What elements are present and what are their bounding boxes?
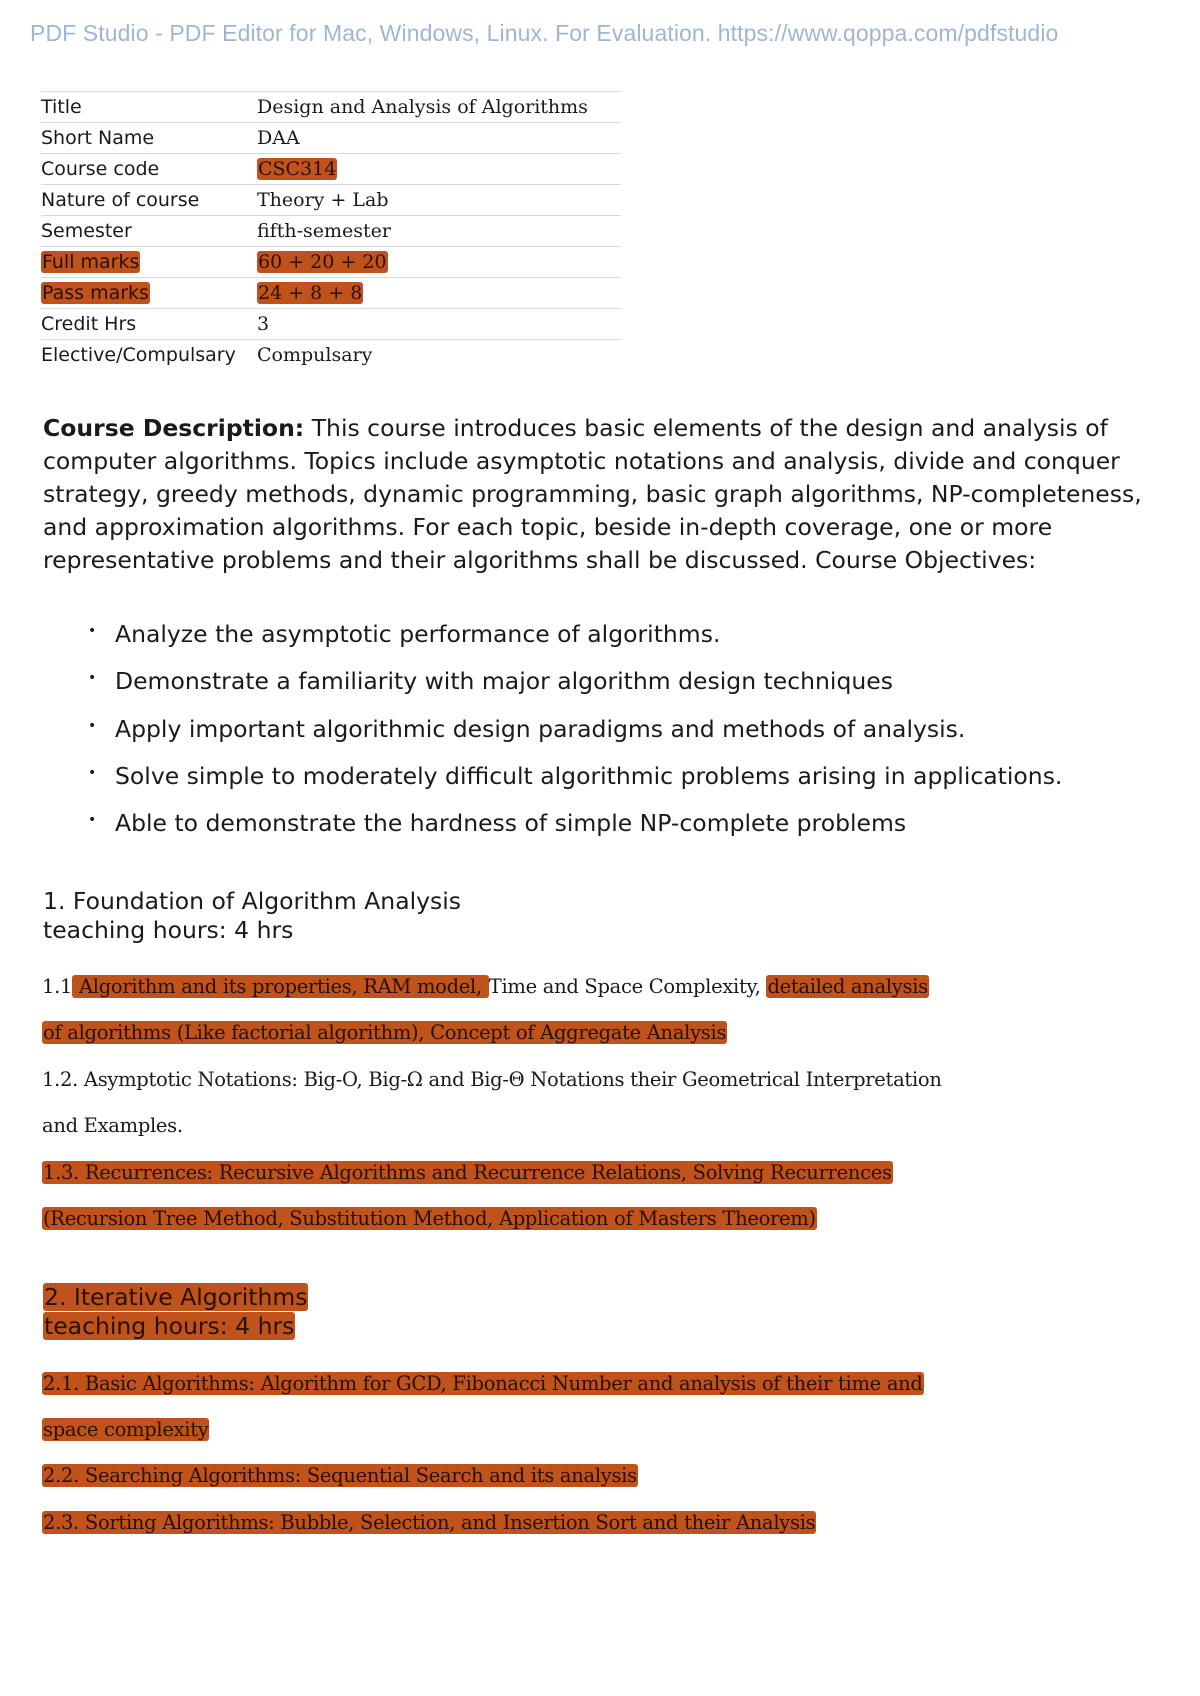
- course-info-value: fifth-semester: [257, 216, 621, 247]
- course-description: [43, 412, 1163, 577]
- list-item: [88, 809, 907, 837]
- table-row: [41, 185, 621, 216]
- unit-teaching-hours: teaching hours: 4 hrs: [43, 916, 294, 944]
- course-info-label: [41, 278, 257, 309]
- course-info-value: [257, 247, 621, 278]
- course-info-label: [41, 247, 257, 278]
- topic-line: [42, 975, 929, 998]
- highlighted-text[interactable]: Algorithm and its properties, RAM model,: [73, 975, 488, 998]
- table-row: [41, 247, 621, 278]
- unit-heading: [43, 1283, 308, 1341]
- topic-number: 1.1: [42, 975, 73, 998]
- topic-line: [42, 1372, 924, 1395]
- topic-line: [42, 1511, 816, 1534]
- bullet-icon: •: [88, 718, 97, 734]
- highlighted-text[interactable]: 1.3. Recurrences: Recursive Algorithms and Recurrence Relations, Solving Recurrences: [43, 1161, 892, 1184]
- topic-line: [42, 1021, 727, 1044]
- course-info-label: Nature of course: [41, 185, 257, 216]
- course-info-label: Title: [41, 92, 257, 123]
- list-item: [88, 667, 893, 695]
- highlighted-text[interactable]: detailed analysis: [767, 975, 928, 998]
- highlighted-text[interactable]: 60 + 20 + 20: [258, 251, 387, 273]
- list-item: [88, 762, 1063, 790]
- course-info-value: [257, 154, 621, 185]
- highlighted-text[interactable]: 2. Iterative Algorithms: [44, 1283, 308, 1311]
- highlighted-text[interactable]: Full marks: [42, 251, 140, 273]
- course-info-value: Compulsary: [257, 340, 621, 371]
- objective-text: Able to demonstrate the hardness of simple NP-complete problems: [115, 809, 907, 837]
- topic-line: and Examples.: [42, 1114, 183, 1137]
- bullet-icon: •: [88, 765, 97, 781]
- highlighted-text[interactable]: 2.3. Sorting Algorithms: Bubble, Selection, and Insertion Sort and their Analysis: [43, 1511, 816, 1534]
- topic-line: [42, 1418, 209, 1441]
- course-info-label: Short Name: [41, 123, 257, 154]
- list-item: [88, 620, 721, 648]
- table-row: [41, 92, 621, 123]
- table-row: [41, 278, 621, 309]
- table-row: [41, 154, 621, 185]
- objective-text: Demonstrate a familiarity with major algorithm design techniques: [115, 667, 893, 695]
- highlighted-text[interactable]: of algorithms (Like factorial algorithm), Concept of Aggregate Analysis: [43, 1021, 727, 1044]
- bullet-icon: •: [88, 623, 97, 639]
- bullet-icon: •: [88, 812, 97, 828]
- list-item: [88, 715, 966, 743]
- topic-line: [42, 1464, 638, 1487]
- table-row: [41, 123, 621, 154]
- highlighted-text[interactable]: 24 + 8 + 8: [258, 282, 363, 304]
- highlighted-text[interactable]: (Recursion Tree Method, Substitution Method, Application of Masters Theorem): [43, 1207, 816, 1230]
- unit-heading: [43, 887, 461, 945]
- topic-line: 1.2. Asymptotic Notations: Big-O, Big-Ω and Big-Θ Notations their Geometrical Interpretation: [42, 1068, 942, 1091]
- course-info-label: Semester: [41, 216, 257, 247]
- bullet-icon: •: [88, 670, 97, 686]
- course-info-value: Theory + Lab: [257, 185, 621, 216]
- highlighted-text[interactable]: Pass marks: [42, 282, 149, 304]
- topic-line: [42, 1161, 893, 1184]
- evaluation-watermark: PDF Studio - PDF Editor for Mac, Windows, Linux. For Evaluation. https://www.qoppa.com/pdfstudio: [30, 20, 1059, 46]
- unit-hours-line: [43, 1312, 308, 1341]
- highlighted-text[interactable]: 2.2. Searching Algorithms: Sequential Search and its analysis: [43, 1464, 637, 1487]
- course-info-value: Design and Analysis of Algorithms: [257, 92, 621, 123]
- unit-title-line: [43, 1283, 308, 1312]
- highlighted-text[interactable]: space complexity: [43, 1418, 209, 1441]
- course-info-value: DAA: [257, 123, 621, 154]
- highlighted-text[interactable]: 2.1. Basic Algorithms: Algorithm for GCD, Fibonacci Number and analysis of their time and: [43, 1372, 923, 1395]
- topic-line: [42, 1207, 817, 1230]
- highlighted-text[interactable]: teaching hours: 4 hrs: [44, 1312, 295, 1340]
- objective-text: Apply important algorithmic design paradigms and methods of analysis.: [115, 715, 966, 743]
- course-description-text: This course introduces basic elements of the design and analysis of computer algorithms. Topics include asymptotic notations and analysis, divide and conquer strategy, greedy methods, dynamic programming, basic graph algorithms, NP-completeness, and approximation algorithms. For each topic, beside in-depth coverage, one or more representative problems and their algorithms shall be discussed. Course Objectives:: [43, 414, 1142, 574]
- unit-title: 1. Foundation of Algorithm Analysis: [43, 887, 462, 915]
- highlighted-text[interactable]: CSC314: [258, 158, 337, 180]
- course-info-label: Elective/Compulsary: [41, 340, 257, 371]
- objective-text: Analyze the asymptotic performance of algorithms.: [115, 620, 721, 648]
- course-info-value: [257, 278, 621, 309]
- topic-text: Time and Space Complexity,: [488, 975, 767, 998]
- course-info-label: Credit Hrs: [41, 309, 257, 340]
- table-row: [41, 309, 621, 340]
- course-info-table: [41, 91, 621, 370]
- course-info-label: Course code: [41, 154, 257, 185]
- objective-text: Solve simple to moderately difficult algorithmic problems arising in applications.: [115, 762, 1063, 790]
- table-row: [41, 340, 621, 371]
- course-info-value: 3: [257, 309, 621, 340]
- course-description-label: Course Description:: [43, 414, 305, 442]
- table-row: [41, 216, 621, 247]
